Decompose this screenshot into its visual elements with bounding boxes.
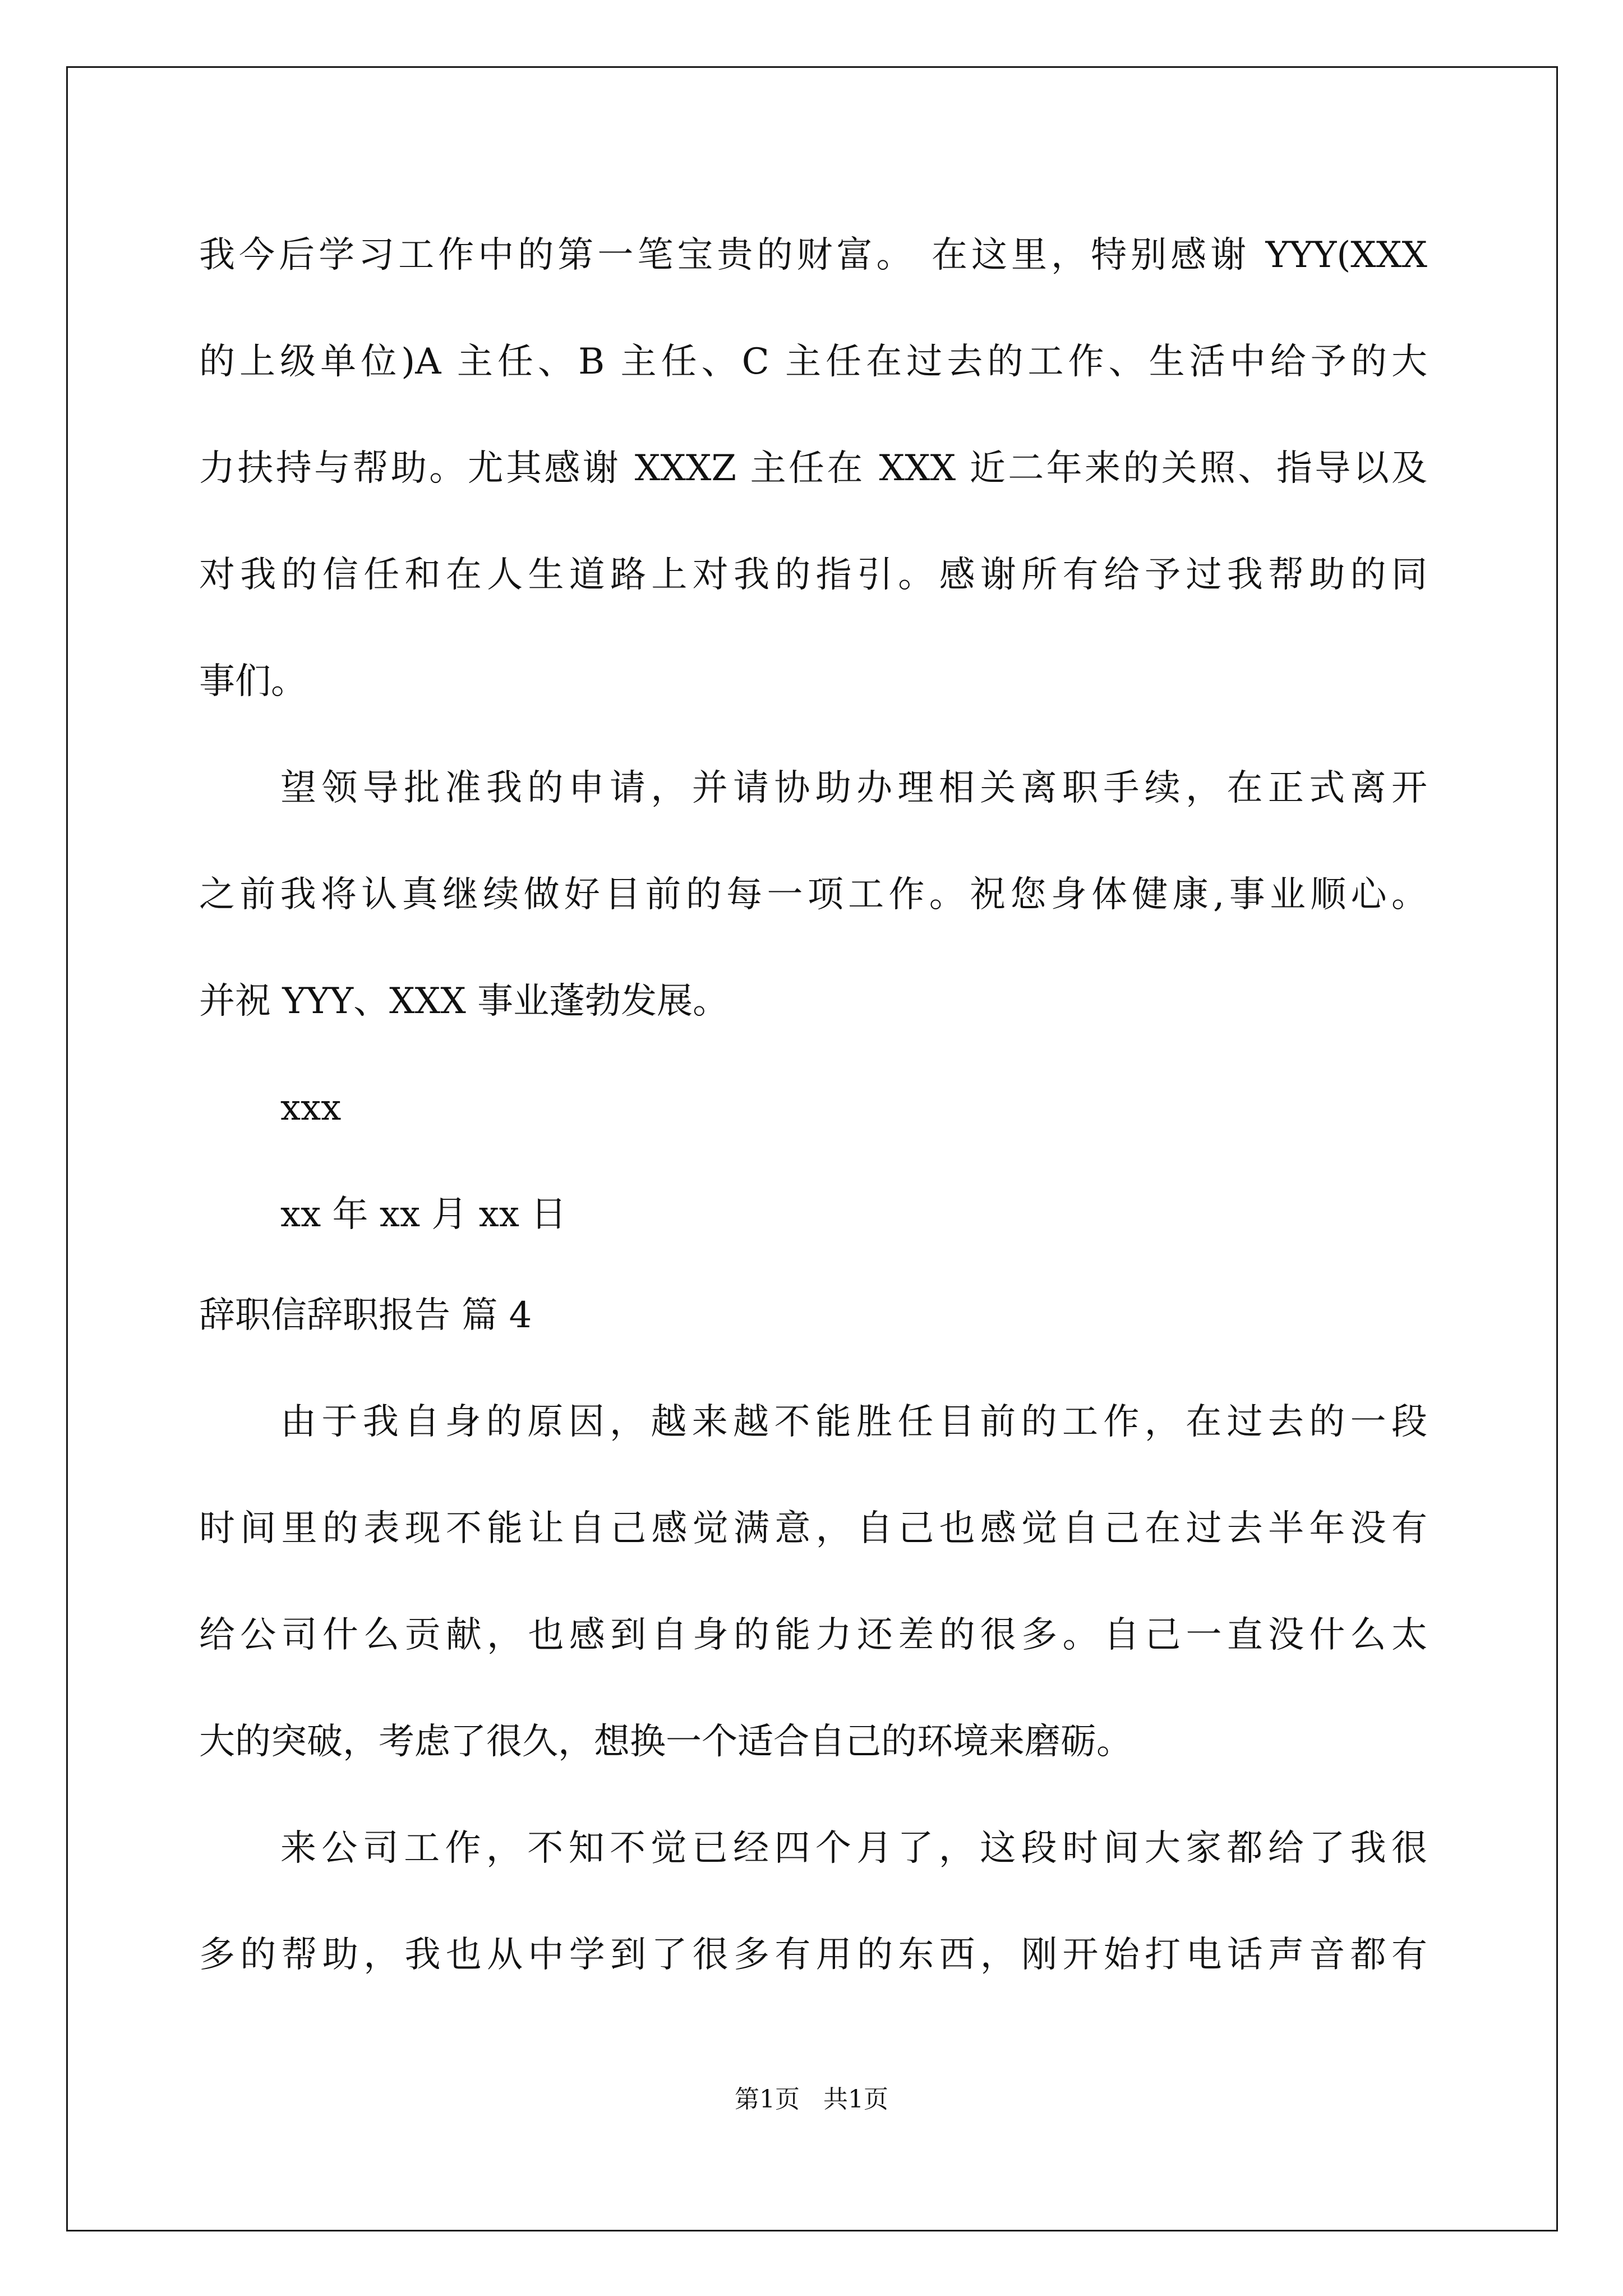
signature-date: xx 年 xx 月 xx 日 <box>280 1194 567 1235</box>
page-border <box>66 66 1558 2231</box>
section-heading: 辞职信辞职报告 篇 4 <box>199 1295 532 1336</box>
paragraph-line: 之前我将认真继续做好目前的每一项工作。祝您身体健康,事业顺心。 <box>199 874 1427 915</box>
signature-name: xxx <box>280 1087 342 1129</box>
paragraph-line: 对我的信任和在人生道路上对我的指引。感谢所有给予过我帮助的同 <box>199 554 1427 596</box>
paragraph-line: 多的帮助，我也从中学到了很多有用的东西，刚开始打电话声音都有 <box>199 1934 1427 1976</box>
paragraph-line: 大的突破，考虑了很久，想换一个适合自己的环境来磨砺。 <box>199 1721 1132 1763</box>
paragraph-line: 由于我自身的原因，越来越不能胜任目前的工作，在过去的一段 <box>280 1401 1427 1443</box>
paragraph-line: 并祝 YYY、XXX 事业蓬勃发展。 <box>199 981 729 1022</box>
paragraph-line: 力扶持与帮助。尤其感谢 XXXZ 主任在 XXX 近二年来的关照、指导以及 <box>199 448 1427 489</box>
paragraph-line: 给公司什么贡献，也感到自身的能力还差的很多。自己一直没什么太 <box>199 1614 1427 1656</box>
paragraph-line: 的上级单位)A 主任、B 主任、C 主任在过去的工作、生活中给予的大 <box>199 341 1427 383</box>
paragraph-line: 望领导批准我的申请，并请协助办理相关离职手续，在正式离开 <box>280 767 1427 809</box>
paragraph-line: 我今后学习工作中的第一笔宝贵的财富。 在这里，特别感谢 YYY(XXX <box>199 234 1427 276</box>
paragraph-line: 来公司工作，不知不觉已经四个月了，这段时间大家都给了我很 <box>280 1828 1427 1869</box>
paragraph-line: 时间里的表现不能让自己感觉满意，自己也感觉自己在过去半年没有 <box>199 1508 1427 1549</box>
page-footer: 第1页 共1页 <box>735 2085 888 2114</box>
paragraph-line: 事们。 <box>199 661 307 702</box>
